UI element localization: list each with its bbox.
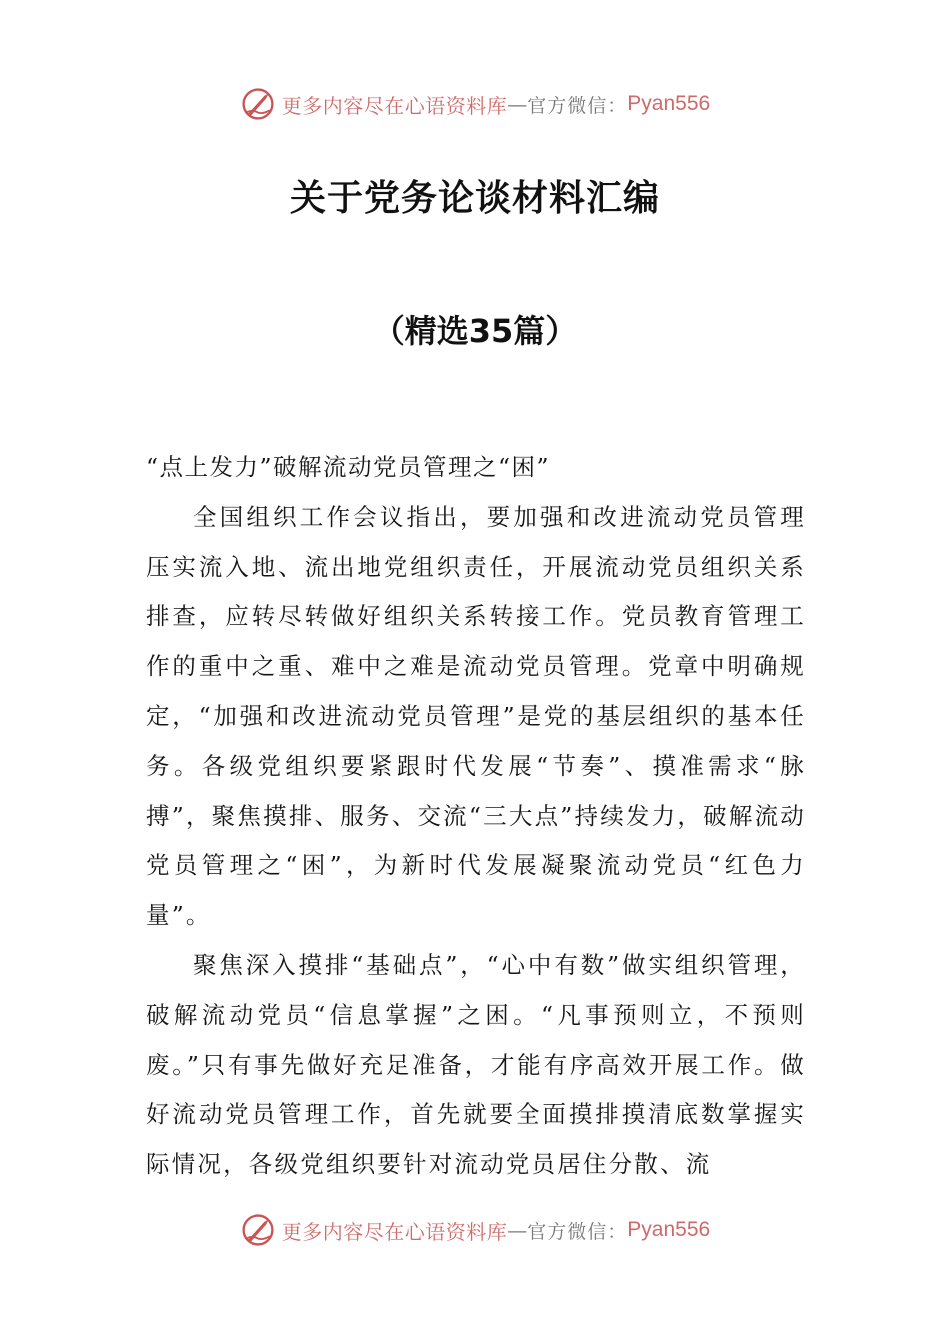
banner-brand-text: 更多内容尽在心语资料库 bbox=[281, 1219, 508, 1244]
pen-nib-logo-icon bbox=[240, 1212, 276, 1248]
banner-wechat-id: Pyan556 bbox=[627, 92, 711, 115]
document-title: 关于党务论谈材料汇编 bbox=[289, 178, 660, 219]
pen-nib-logo-icon bbox=[240, 86, 276, 122]
document-subtitle: （精选35篇） bbox=[372, 312, 578, 350]
body-paragraph: 全国组织工作会议指出，要加强和改进流动党员管理压实流入地、流出地党组织责任，开展流动党员组织关系排查，应转尽转做好组织关系转接工作。党员教育管理工作的重中之重、难中之难是流动党员管理。党章中明确规定，“加强和改进流动党员管理”是党的基层组织的基本任务。各级党组织要紧跟时代发展“节奏”、摸准需求“脉搏”，聚焦摸排、服务、交流“三大点”持续发力，破解流动党员管理之“困”，为新时代发展凝聚流动党员“红色力量”。 bbox=[146, 502, 806, 930]
banner-wechat-label: 官方微信： bbox=[527, 1220, 628, 1243]
banner-brand-text: 更多内容尽在心语资料库 bbox=[281, 93, 508, 118]
banner-wechat-id: Pyan556 bbox=[627, 1218, 711, 1241]
footer-watermark-banner bbox=[0, 1208, 950, 1252]
banner-separator: — bbox=[507, 1218, 528, 1242]
section-title: “点上发力”破解流动党员管理之“困” bbox=[146, 453, 551, 481]
banner-separator: — bbox=[507, 92, 528, 116]
header-watermark-banner bbox=[0, 82, 950, 126]
body-paragraph: 聚焦深入摸排“基础点”，“心中有数”做实组织管理，破解流动党员“信息掌握”之困。“凡事预则立，不预则废。”只有事先做好充足准备，才能有序高效开展工作。做好流动党员管理工作，首先就要全面摸排摸清底数掌握实际情况，各级党组织要针对流动党员居住分散、流 bbox=[146, 950, 806, 1179]
document-body bbox=[146, 443, 806, 1190]
banner-wechat-label: 官方微信： bbox=[527, 94, 628, 117]
